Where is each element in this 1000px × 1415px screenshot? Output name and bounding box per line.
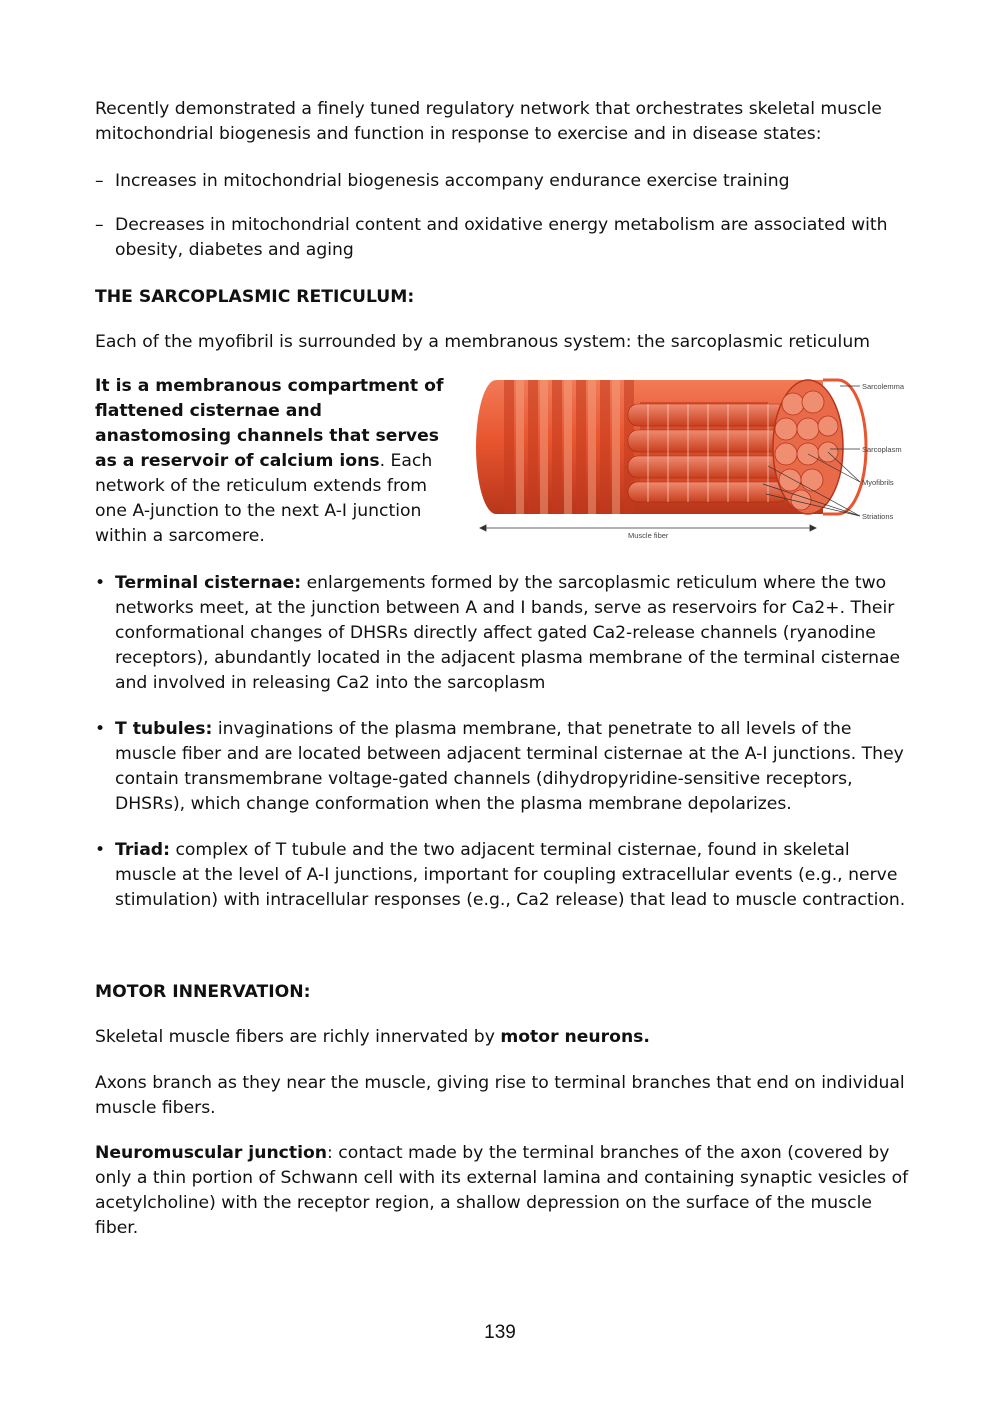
motor-p3-text: : contact made by the terminal branches of the axon (covered by only a thin portion of Schwann cell with its external lamina and containing synaptic vesicles of acetylcholine) with the receptor region, a shallow depression on the surface of the muscle fiber. bbox=[95, 1143, 909, 1238]
section-heading-motor-innervation: MOTOR INNERVATION: bbox=[95, 982, 311, 1002]
list-item-t-tubules bbox=[95, 717, 910, 817]
label-striations: Striations bbox=[862, 512, 894, 521]
bullet-marker: • bbox=[95, 573, 106, 593]
sr-description bbox=[95, 374, 455, 549]
bullet-term: Terminal cisternae: bbox=[115, 573, 302, 593]
muscle-fiber-figure bbox=[468, 374, 905, 546]
intro-paragraph: Recently demonstrated a finely tuned regulatory network that orchestrates skeletal muscle mitochondrial biogenesis and function in response to exercise and in disease states: bbox=[95, 99, 882, 144]
list-item bbox=[95, 169, 910, 194]
bullet-marker: • bbox=[95, 719, 106, 739]
motor-p1-bold: motor neurons. bbox=[500, 1027, 650, 1047]
dash-marker: – bbox=[95, 171, 104, 191]
motor-paragraph-2: Axons branch as they near the muscle, giving rise to terminal branches that end on individual muscle fibers. bbox=[95, 1073, 905, 1118]
dash-marker: – bbox=[95, 215, 104, 235]
motor-p3-bold: Neuromuscular junction bbox=[95, 1143, 328, 1163]
label-sarcolemma: Sarcolemma bbox=[862, 382, 905, 391]
label-myofibrils: Myofibrils bbox=[862, 478, 894, 487]
label-sarcoplasm: Sarcoplasm bbox=[862, 445, 902, 454]
bullet-term: Triad: bbox=[115, 840, 170, 860]
list-item-text: Decreases in mitochondrial content and oxidative energy metabolism are associated with obesity, diabetes and aging bbox=[115, 215, 888, 260]
sr-intro-paragraph: Each of the myofibril is surrounded by a membranous system: the sarcoplasmic reticulum bbox=[95, 332, 870, 352]
motor-paragraph-1 bbox=[95, 1025, 910, 1050]
motor-p1-text: Skeletal muscle fibers are richly innervated by bbox=[95, 1027, 501, 1047]
bullet-text: complex of T tubule and the two adjacent terminal cisternae, found in skeletal muscle at the level of A-I junctions, important for coupling extracellular events (e.g., nerve stimulation) with intracellular responses (e.g., Ca2 release) that lead to muscle contraction. bbox=[115, 840, 906, 910]
sr-description-bold: It is a membranous compartment of flattened cisternae and anastomosing channels that serves as a reservoir of calcium ions bbox=[95, 376, 444, 471]
list-item bbox=[95, 213, 910, 263]
list-item-terminal-cisternae bbox=[95, 571, 910, 696]
bullet-marker: • bbox=[95, 840, 106, 860]
bullet-text: enlargements formed by the sarcoplasmic reticulum where the two networks meet, at the junction between A and I bands, serve as reservoirs for Ca2+. Their conformational changes of DHSRs directly affect gated Ca2-release channels (ryanodine receptors), abundantly located in the adjacent plasma membrane of the terminal cisternae and involved in releasing Ca2 into the sarcoplasm bbox=[115, 573, 901, 693]
motor-paragraph-3 bbox=[95, 1141, 910, 1241]
list-item-triad bbox=[95, 838, 910, 913]
label-muscle-fiber: Muscle fiber bbox=[628, 531, 669, 540]
bullet-term: T tubules: bbox=[115, 719, 213, 739]
section-heading-sarcoplasmic-reticulum: THE SARCOPLASMIC RETICULUM: bbox=[95, 287, 415, 307]
page-number: 139 bbox=[484, 1322, 516, 1343]
list-item-text: Increases in mitochondrial biogenesis accompany endurance exercise training bbox=[115, 171, 790, 191]
sr-description-rest: . Each network of the reticulum extends from one A-junction to the next A-I junction within a sarcomere. bbox=[95, 451, 433, 546]
bullet-text: invaginations of the plasma membrane, that penetrate to all levels of the muscle fiber and are located between adjacent terminal cisternae at the A-I junctions. They contain transmembrane voltage-gated channels (dihydropyridine-sensitive receptors, DHSRs), which change conformation when the plasma membrane depolarizes. bbox=[115, 719, 904, 814]
